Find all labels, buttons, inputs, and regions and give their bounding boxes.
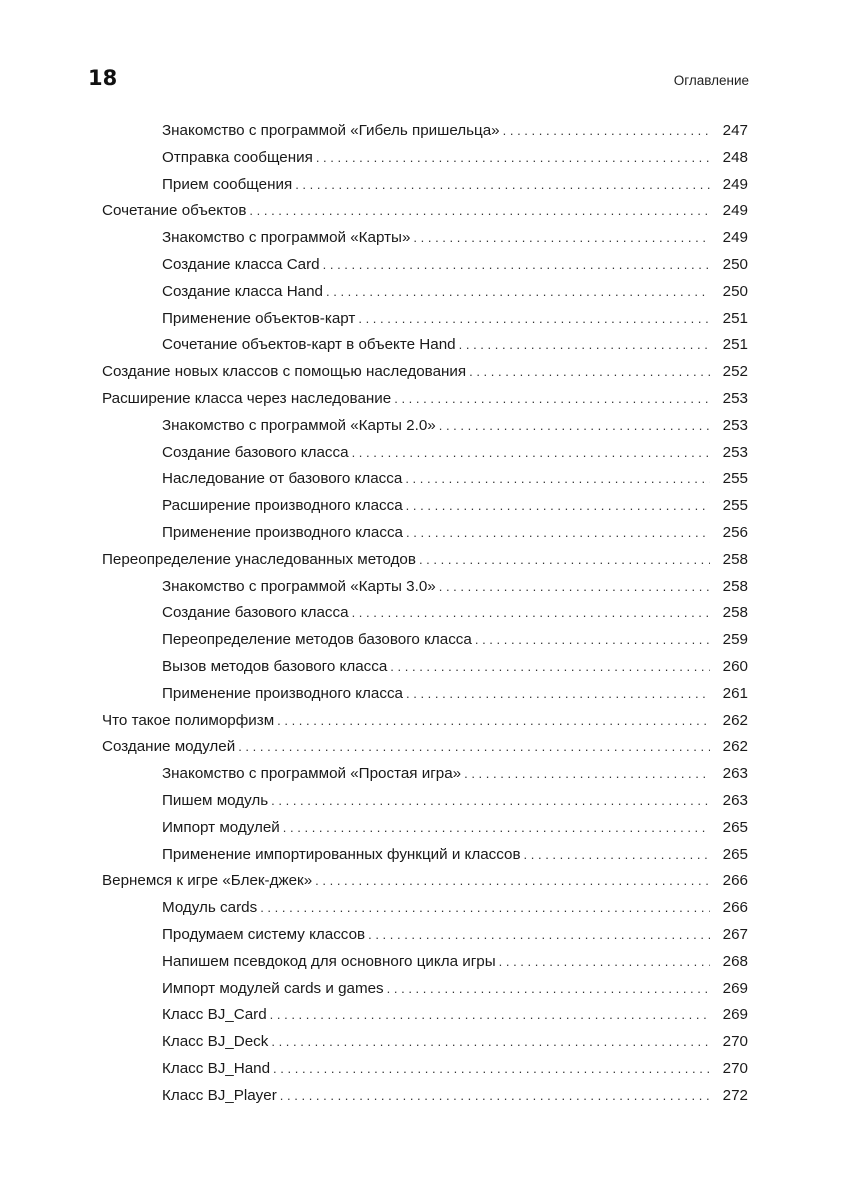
toc-entry xyxy=(102,712,748,739)
toc-entry xyxy=(102,283,748,310)
toc-entry-page-number: 249 xyxy=(722,175,748,193)
toc-entry xyxy=(102,1087,748,1114)
toc-entry-title: Расширение производного класса xyxy=(162,497,403,515)
toc-entry xyxy=(102,872,748,899)
toc-dot-leader xyxy=(260,900,710,915)
toc-entry-page-number: 249 xyxy=(722,229,748,247)
toc-entry-page-number: 258 xyxy=(722,604,748,622)
toc-entry-title: Знакомство с программой «Карты 2.0» xyxy=(162,416,436,434)
toc-entry xyxy=(102,310,748,337)
toc-entry xyxy=(102,604,748,631)
toc-dot-leader xyxy=(273,1061,710,1076)
toc-dot-leader xyxy=(271,793,710,808)
toc-entry xyxy=(102,631,748,658)
toc-entry xyxy=(102,1033,748,1060)
toc-dot-leader xyxy=(439,579,710,594)
toc-dot-leader xyxy=(406,498,710,513)
toc-entry-title: Импорт модулей xyxy=(162,818,280,836)
toc-entry-page-number: 248 xyxy=(722,148,748,166)
toc-entry-page-number: 269 xyxy=(722,979,748,997)
toc-entry xyxy=(102,256,748,283)
toc-entry xyxy=(102,470,748,497)
toc-entry xyxy=(102,819,748,846)
toc-entry-page-number: 252 xyxy=(722,363,748,381)
toc-entry-page-number: 270 xyxy=(722,1033,748,1051)
toc-entry xyxy=(102,899,748,926)
toc-dot-leader xyxy=(368,927,710,942)
toc-entry-title: Вернемся к игре «Блек-джек» xyxy=(102,872,313,890)
toc-entry-page-number: 253 xyxy=(722,416,748,434)
toc-entry-page-number: 258 xyxy=(722,550,748,568)
toc-dot-leader xyxy=(270,1007,710,1022)
toc-entry-page-number: 263 xyxy=(722,791,748,809)
toc-entry-page-number: 266 xyxy=(722,872,748,890)
toc-entry-page-number: 258 xyxy=(722,577,748,595)
toc-dot-leader xyxy=(503,123,710,138)
toc-dot-leader xyxy=(387,981,710,996)
toc-entry xyxy=(102,1006,748,1033)
toc-dot-leader xyxy=(469,364,710,379)
toc-entry-title: Класс BJ_Player xyxy=(162,1086,277,1104)
toc-dot-leader xyxy=(352,605,710,620)
toc-dot-leader xyxy=(406,525,710,540)
toc-entry-title: Создание базового класса xyxy=(162,443,349,461)
toc-entry-title: Знакомство с программой «Карты» xyxy=(162,229,411,247)
toc-entry-page-number: 255 xyxy=(722,470,748,488)
toc-entry xyxy=(102,363,748,390)
toc-dot-leader xyxy=(249,203,710,218)
toc-entry xyxy=(102,658,748,685)
toc-entry-title: Напишем псевдокод для основного цикла игры xyxy=(162,952,496,970)
toc-dot-leader xyxy=(295,177,710,192)
toc-entry-title: Применение производного класса xyxy=(162,523,404,541)
toc-entry xyxy=(102,846,748,873)
toc-entry-page-number: 266 xyxy=(722,899,748,917)
toc-entry-title: Сочетание объектов xyxy=(102,202,247,220)
toc-entry-page-number: 272 xyxy=(722,1086,748,1104)
toc-dot-leader xyxy=(271,1034,710,1049)
toc-dot-leader xyxy=(283,820,710,835)
toc-entry-title: Пишем модуль xyxy=(162,791,269,809)
toc-entry-title: Прием сообщения xyxy=(162,175,293,193)
toc-entry-page-number: 259 xyxy=(722,631,748,649)
toc-entry-page-number: 255 xyxy=(722,497,748,515)
toc-entry xyxy=(102,122,748,149)
toc-dot-leader xyxy=(405,471,710,486)
toc-entry-page-number: 251 xyxy=(722,336,748,354)
toc-entry-title: Создание новых классов с помощью наследования xyxy=(102,363,467,381)
toc-dot-leader xyxy=(277,713,710,728)
toc-entry-page-number: 253 xyxy=(722,389,748,407)
running-title: Оглавление xyxy=(673,73,749,88)
toc-entry-page-number: 251 xyxy=(722,309,748,327)
toc-entry-title: Наследование от базового класса xyxy=(162,470,403,488)
toc-entry-title: Класс BJ_Card xyxy=(162,1006,267,1024)
toc-entry-title: Вызов методов базового класса xyxy=(162,657,388,675)
toc-entry xyxy=(102,176,748,203)
toc-entry xyxy=(102,738,748,765)
toc-entry-title: Переопределение унаследованных методов xyxy=(102,550,416,568)
toc-dot-leader xyxy=(459,337,710,352)
toc-dot-leader xyxy=(390,659,710,674)
toc-entry-title: Расширение класса через наследование xyxy=(102,389,392,407)
toc-entry-title: Класс BJ_Hand xyxy=(162,1059,271,1077)
toc-entry-title: Знакомство с программой «Карты 3.0» xyxy=(162,577,436,595)
toc-entry xyxy=(102,551,748,578)
toc-entry-title: Знакомство с программой «Простая игра» xyxy=(162,765,462,783)
toc-dot-leader xyxy=(475,632,710,647)
toc-entry xyxy=(102,229,748,256)
page-header xyxy=(88,66,749,96)
toc-entry xyxy=(102,202,748,229)
toc-entry-title: Отправка сообщения xyxy=(162,148,313,166)
toc-entry-page-number: 250 xyxy=(722,282,748,300)
toc-dot-leader xyxy=(315,873,710,888)
toc-entry-title: Создание класса Card xyxy=(162,255,320,273)
toc-entry-title: Переопределение методов базового класса xyxy=(162,631,472,649)
toc-entry xyxy=(102,926,748,953)
toc-entry-page-number: 263 xyxy=(722,765,748,783)
toc-entry-title: Продумаем систему классов xyxy=(162,925,366,943)
toc-entry-page-number: 267 xyxy=(722,925,748,943)
toc-dot-leader xyxy=(439,418,710,433)
toc-entry-page-number: 249 xyxy=(722,202,748,220)
toc-entry xyxy=(102,524,748,551)
toc-entry-title: Создание базового класса xyxy=(162,604,349,622)
toc-entry-page-number: 260 xyxy=(722,657,748,675)
toc-entry-page-number: 265 xyxy=(722,845,748,863)
toc-entry-page-number: 268 xyxy=(722,952,748,970)
toc-entry-page-number: 250 xyxy=(722,255,748,273)
toc-entry xyxy=(102,980,748,1007)
toc-dot-leader xyxy=(524,847,710,862)
toc-entry-page-number: 261 xyxy=(722,684,748,702)
toc-dot-leader xyxy=(394,391,710,406)
toc-entry-page-number: 247 xyxy=(722,122,748,139)
toc-entry-title: Применение объектов-карт xyxy=(162,309,356,327)
toc-entry-title: Что такое полиморфизм xyxy=(102,711,275,729)
toc-entry-page-number: 253 xyxy=(722,443,748,461)
toc-entry-title: Создание модулей xyxy=(102,738,236,756)
toc-entry xyxy=(102,390,748,417)
toc-entry xyxy=(102,792,748,819)
toc-entry-title: Класс BJ_Deck xyxy=(162,1033,269,1051)
toc-entry-title: Применение импортированных функций и классов xyxy=(162,845,521,863)
toc-entry xyxy=(102,497,748,524)
toc-dot-leader xyxy=(323,257,710,272)
toc-dot-leader xyxy=(316,150,710,165)
toc-entry-title: Сочетание объектов-карт в объекте Hand xyxy=(162,336,456,354)
toc-entry xyxy=(102,953,748,980)
toc-entry-page-number: 265 xyxy=(722,818,748,836)
toc-dot-leader xyxy=(280,1088,710,1103)
toc-entry xyxy=(102,336,748,363)
toc-dot-leader xyxy=(406,686,710,701)
toc-entry-page-number: 270 xyxy=(722,1059,748,1077)
toc-dot-leader xyxy=(352,445,710,460)
toc-entry xyxy=(102,417,748,444)
toc-dot-leader xyxy=(464,766,710,781)
toc-dot-leader xyxy=(326,284,710,299)
toc-entry xyxy=(102,578,748,605)
toc-entry xyxy=(102,1060,748,1087)
toc-dot-leader xyxy=(238,739,710,754)
toc-entry-page-number: 269 xyxy=(722,1006,748,1024)
toc-entry-title: Знакомство с программой «Гибель пришельца» xyxy=(162,122,500,139)
toc-entry-page-number: 262 xyxy=(722,711,748,729)
toc-entry-title: Создание класса Hand xyxy=(162,282,324,300)
table-of-contents xyxy=(102,122,748,1113)
toc-entry xyxy=(102,444,748,471)
toc-entry-page-number: 256 xyxy=(722,523,748,541)
toc-entry xyxy=(102,765,748,792)
toc-dot-leader xyxy=(499,954,710,969)
toc-entry-page-number: 262 xyxy=(722,738,748,756)
toc-dot-leader xyxy=(419,552,710,567)
toc-entry-title: Модуль cards xyxy=(162,899,258,917)
page-number: 18 xyxy=(88,66,118,90)
toc-entry-title: Импорт модулей cards и games xyxy=(162,979,384,997)
toc-dot-leader xyxy=(413,230,710,245)
toc-entry xyxy=(102,685,748,712)
toc-entry xyxy=(102,149,748,176)
toc-entry-title: Применение производного класса xyxy=(162,684,404,702)
toc-dot-leader xyxy=(358,311,710,326)
